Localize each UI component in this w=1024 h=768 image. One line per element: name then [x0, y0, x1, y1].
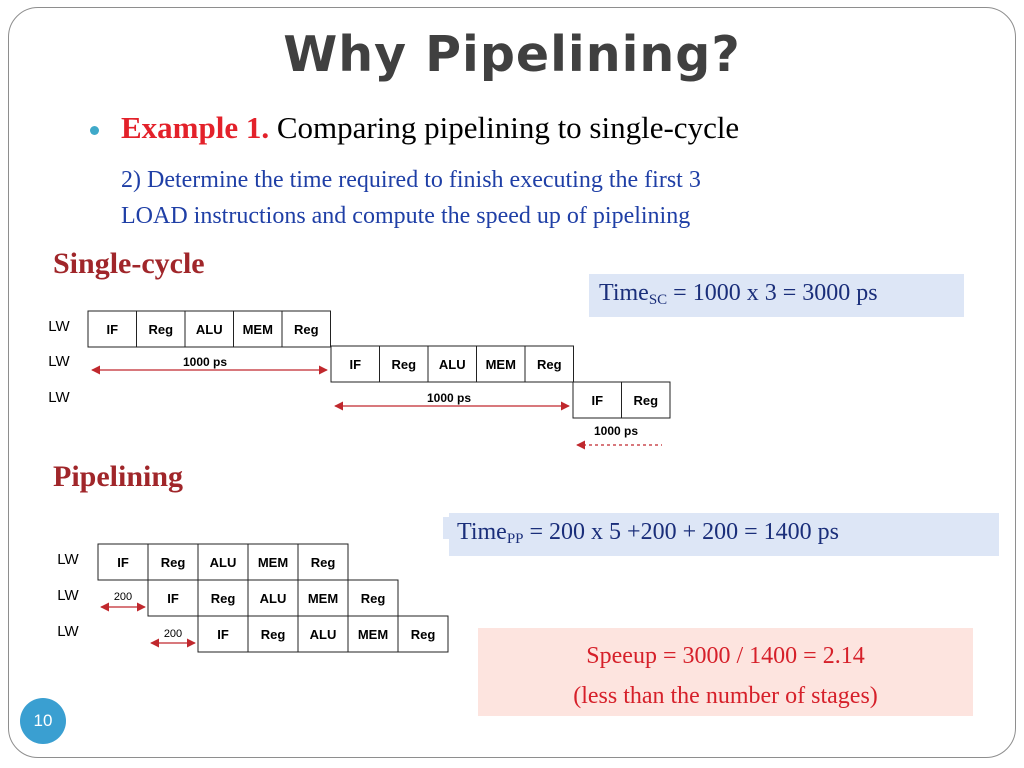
pp-instr-label-2: LW	[57, 587, 79, 604]
pp-stage-2-1-text: IF	[167, 591, 179, 606]
speedup-line-2: (less than the number of stages)	[573, 683, 878, 709]
sc-stage-2-5-text: Reg	[536, 357, 562, 372]
pp-stage-2-5-text: Reg	[360, 591, 386, 606]
pp-stage-2-3-text: ALU	[259, 591, 287, 606]
pp-stage-2-2-text: Reg	[210, 591, 236, 606]
pp-stage-1-1-text: IF	[117, 555, 129, 570]
sc-stage-2-4-text: MEM	[485, 357, 516, 372]
sc-span-label-2: 1000 ps	[426, 391, 472, 405]
page-number: 10	[20, 698, 66, 744]
pp-stage-3-4-text: MEM	[357, 627, 389, 642]
sc-stage-1-2-text: Reg	[148, 322, 174, 337]
question-line-2: LOAD instructions and compute the speed up of pipelining	[121, 203, 691, 229]
sc-stage-3-2-text: Reg	[633, 393, 659, 408]
pp-stage-1-4-text: MEM	[257, 555, 289, 570]
sc-span-label-1: 1000 ps	[182, 355, 228, 369]
example-text: Comparing pipelining to single-cycle	[269, 110, 740, 145]
pp-instr-label-3: LW	[57, 623, 79, 640]
pp-stage-3-2-text: Reg	[260, 627, 286, 642]
time-pp-label: Time	[457, 519, 507, 545]
sc-stage-1-5-text: Reg	[293, 322, 319, 337]
time-sc-sub: SC	[648, 292, 668, 308]
pp-stage-1-5-text: Reg	[310, 555, 336, 570]
sc-span-label-3: 1000 ps	[593, 424, 639, 438]
pp-offset-label-2: 200	[163, 628, 183, 640]
pp-stage-2-4-text: MEM	[307, 591, 339, 606]
pipelining-heading: Pipelining	[53, 460, 184, 493]
example-label: Example 1.	[121, 110, 270, 145]
sc-stage-1-3-text: ALU	[195, 322, 223, 337]
time-sc-label: Time	[599, 280, 649, 306]
pp-stage-3-1-text: IF	[217, 627, 229, 642]
slide-title: Why Pipelining?	[283, 26, 741, 83]
sc-stage-2-1-text: IF	[349, 357, 362, 372]
time-pp-expr: = 200 x 5 +200 + 200 = 1400 ps	[523, 519, 839, 545]
single-cycle-heading: Single-cycle	[53, 247, 205, 280]
pp-stage-3-3-text: ALU	[309, 627, 337, 642]
sc-instr-label-3: LW	[48, 389, 70, 406]
sc-stage-1-1-text: IF	[106, 322, 119, 337]
pp-stage-1-3-text: ALU	[209, 555, 237, 570]
speedup-line-1: Speeup = 3000 / 1400 = 2.14	[586, 643, 865, 669]
sc-instr-label-2: LW	[48, 353, 70, 370]
sc-stage-2-3-text: ALU	[438, 357, 466, 372]
sc-instr-label-1: LW	[48, 318, 70, 335]
sc-stage-1-4-text: MEM	[242, 322, 273, 337]
sc-stage-2-2-text: Reg	[391, 357, 417, 372]
pp-stage-1-2-text: Reg	[160, 555, 186, 570]
sc-stage-3-1-text: IF	[591, 393, 604, 408]
question-line-1: 2) Determine the time required to finish executing the first 3	[121, 167, 701, 193]
time-pp-sub: PP	[506, 531, 524, 547]
pp-instr-label-1: LW	[57, 551, 79, 568]
pp-stage-3-5-text: Reg	[410, 627, 436, 642]
pp-offset-label-1: 200	[113, 591, 133, 603]
time-sc-expr: = 1000 x 3 = 3000 ps	[667, 280, 878, 306]
